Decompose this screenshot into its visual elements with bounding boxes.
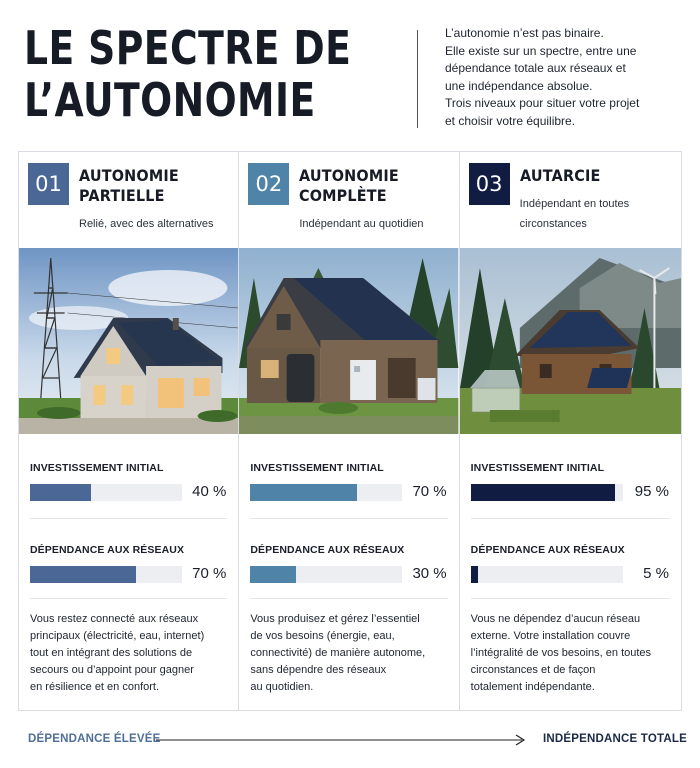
level-title-line: AUTONOMIE xyxy=(299,166,400,185)
description-line: Vous ne dépendez d’aucun réseau xyxy=(470,613,641,625)
level-subtitle-line: Indépendant en toutes xyxy=(519,198,630,210)
level-title xyxy=(79,166,179,206)
description-line: circonstances et de façon xyxy=(470,664,596,676)
description-line: secours ou d’appoint pour gagner xyxy=(30,664,194,676)
level-card-autarky xyxy=(460,152,681,710)
investment-label: INVESTISSEMENT INITIAL xyxy=(470,462,605,474)
intro-line: dépendance totale aux réseaux et xyxy=(445,61,626,76)
intro-line: L’autonomie n’est pas binaire. xyxy=(445,26,604,40)
divider xyxy=(471,518,670,519)
investment-bar-fill xyxy=(250,484,356,501)
level-title-line: COMPLÈTE xyxy=(299,186,388,205)
divider xyxy=(30,518,227,519)
house-with-battery-photo xyxy=(239,248,458,434)
level-title-line: AUTARCIE xyxy=(519,166,601,185)
investment-value: 70 % xyxy=(412,483,447,500)
page-title-line-2: L’AUTONOMIE xyxy=(24,73,316,127)
divider xyxy=(471,598,670,599)
description-line: tout en intégrant des solutions de xyxy=(30,647,193,659)
spectrum-footer xyxy=(0,722,700,762)
divider xyxy=(250,598,447,599)
intro-line: Trois niveaux pour situer votre projet xyxy=(445,96,640,111)
footer-right-label: INDÉPENDANCE TOTALE xyxy=(543,733,687,745)
house-with-pylon-photo xyxy=(19,248,238,434)
dependence-bar xyxy=(471,566,623,583)
level-card-complete xyxy=(239,152,459,710)
dependence-bar-fill xyxy=(471,566,479,583)
description-line: Vous restez connecté aux réseaux xyxy=(30,613,199,625)
footer-left-label: DÉPENDANCE ÉLEVÉE xyxy=(28,733,161,745)
level-number-badge: 01 xyxy=(28,163,69,205)
description-line: au quotidien. xyxy=(250,681,314,693)
description-line: en résilience et en confort. xyxy=(30,681,160,693)
investment-label: INVESTISSEMENT INITIAL xyxy=(250,462,384,474)
level-subtitle: Relié, avec des alternatives xyxy=(79,218,214,230)
investment-bar xyxy=(471,484,623,501)
page-title xyxy=(24,21,352,127)
dependence-value: 30 % xyxy=(412,565,447,582)
level-subtitle: Indépendant au quotidien xyxy=(299,218,424,230)
arrow-right-icon xyxy=(156,734,528,746)
level-card-partial xyxy=(19,152,239,710)
off-grid-cabin-photo xyxy=(460,248,681,434)
dependence-label: DÉPENDANCE AUX RÉSEAUX xyxy=(470,544,625,556)
description-line: sans dépendre des réseaux xyxy=(250,664,387,676)
description-line: de vos besoins (énergie, eau, xyxy=(250,630,395,642)
dependence-label: DÉPENDANCE AUX RÉSEAUX xyxy=(250,544,405,556)
description-line: connectivité) de manière autonome, xyxy=(250,647,426,659)
dependence-value: 70 % xyxy=(192,565,227,582)
investment-bar xyxy=(250,484,402,501)
dependence-bar xyxy=(30,566,182,583)
intro-line: et choisir votre équilibre. xyxy=(445,113,576,128)
level-title xyxy=(520,166,601,186)
level-description xyxy=(471,611,676,696)
level-number-badge: 02 xyxy=(248,163,289,205)
investment-bar-fill xyxy=(471,484,615,501)
divider xyxy=(250,518,447,519)
divider xyxy=(30,598,227,599)
level-title xyxy=(299,166,399,206)
level-subtitle-line: circonstances xyxy=(519,218,587,230)
description-line: l’intégralité de vos besoins, en toutes xyxy=(470,647,652,659)
investment-value: 40 % xyxy=(192,483,227,500)
dependence-value: 5 % xyxy=(643,565,669,582)
level-description xyxy=(30,611,235,696)
level-subtitle xyxy=(520,194,675,234)
page-title-line-1: LE SPECTRE DE xyxy=(24,21,352,75)
header xyxy=(0,0,700,150)
description-line: Vous produisez et gérez l’essentiel xyxy=(250,613,420,625)
level-number-badge: 03 xyxy=(469,163,510,205)
description-line: externe. Votre installation couvre xyxy=(470,630,631,642)
dependence-bar-fill xyxy=(30,566,136,583)
intro-line: une indépendance absolue. xyxy=(445,78,593,93)
dependence-bar-fill xyxy=(250,566,296,583)
intro-line: Elle existe sur un spectre, entre une xyxy=(445,43,637,58)
investment-value: 95 % xyxy=(634,483,669,500)
description-line: principaux (électricité, eau, internet) xyxy=(30,630,205,642)
dependence-bar xyxy=(250,566,402,583)
level-title-line: PARTIELLE xyxy=(79,186,165,205)
intro-text xyxy=(445,25,685,131)
dependence-label: DÉPENDANCE AUX RÉSEAUX xyxy=(30,544,185,556)
investment-bar-fill xyxy=(30,484,91,501)
description-line: totalement indépendante. xyxy=(470,681,595,693)
level-description xyxy=(250,611,455,696)
investment-label: INVESTISSEMENT INITIAL xyxy=(30,462,164,474)
investment-bar xyxy=(30,484,182,501)
level-title-line: AUTONOMIE xyxy=(79,166,179,185)
levels-grid xyxy=(18,151,682,711)
header-divider xyxy=(417,30,418,128)
